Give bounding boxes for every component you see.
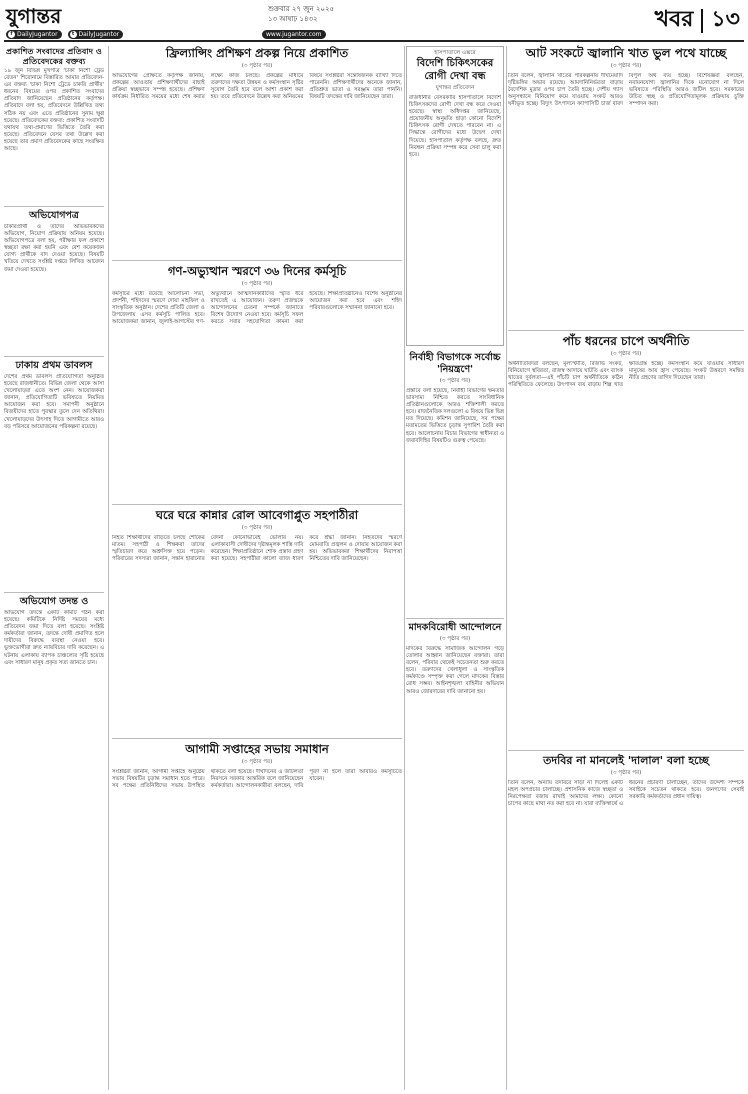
continued-note: (৩ পৃষ্ঠার পর)	[241, 281, 273, 287]
divider	[4, 206, 104, 207]
headline: প্রকাশিত সংবাদের প্রতিবাদ ও প্রতিবেদকের বক্তব্য	[6, 46, 102, 66]
article-protest	[4, 46, 104, 164]
facebook-icon: f	[8, 31, 15, 38]
headline: অভিযোগ তদন্ত ও	[19, 596, 89, 607]
headline: নির্বাহী বিভাগকে সর্বোচ্চ 'নিয়ন্ত্রণে'	[409, 352, 501, 375]
page-number: ১৩	[711, 6, 740, 32]
article-investigation	[4, 596, 104, 1090]
article-mourning	[112, 508, 402, 734]
divider	[4, 356, 104, 357]
divider	[508, 750, 744, 751]
article-economy	[508, 334, 744, 746]
column-rule	[506, 46, 507, 1090]
article-executive	[406, 352, 504, 614]
headline: আট সংকটে জ্বালানি খাত ভুল পথে যাচ্ছে	[525, 46, 727, 60]
article-body: অভিযোগ তদন্তে একটি কমিটি গঠন করা হয়েছে। কমিটিকে নির্দিষ্ট সময়ের মধ্যে প্রতিবেদন জমা দিতে বলা হয়েছে। সংশ্লিষ্ট কর্মকর্তারা জানান, তদন্তে দোষী প্রমাণিত হলে দায়ীদের বিরুদ্ধে ব্যবস্থা নেওয়া হবে। ভুক্তভোগীরা দ্রুত ন্যায়বিচার দাবি করেছেন। এ ঘটনায় এলাকায় ব্যাপক চাঞ্চল্যের সৃষ্টি হয়েছে এবং সাধারণ মানুষ প্রকৃত সত্য জানতে চান।	[4, 610, 104, 666]
article-body: রাজধানীর বেসরকারি হাসপাতালে বিদেশি চিকিৎসকদের রোগী দেখা বন্ধ করে দেওয়া হয়েছে। স্বাস্থ্য অধিদপ্তর জানিয়েছে, প্রয়োজনীয় অনুমতি ছাড়া কোনো বিদেশি চিকিৎসক রোগী দেখতে পারবেন না। এ সিদ্ধান্তে রোগীদের মধ্যে উদ্বেগ দেখা দিয়েছে। হাসপাতাল কর্তৃপক্ষ বলছে, দ্রুত নিবন্ধন প্রক্রিয়া সম্পন্ন করে সেবা চালু করা হবে।	[409, 95, 501, 158]
continued-note: (৩ পৃষ্ঠার পর)	[241, 759, 273, 765]
section-divider	[701, 9, 703, 33]
column-rule	[404, 46, 405, 1090]
headline: ফ্রিল্যান্সিং প্রশিক্ষণ প্রকল্প নিয়ে প্রকাশিত	[165, 46, 349, 60]
divider	[508, 330, 744, 331]
divider	[112, 738, 402, 739]
facebook-handle: DailyJugantor	[17, 31, 58, 38]
article-chargesheet	[4, 210, 104, 350]
article-doubles	[4, 360, 104, 586]
article-body: তিনি বলেন, জ্বালানি খাতের পরিকল্পনায় দীর্ঘমেয়াদি দৃষ্টিভঙ্গির অভাব রয়েছে। আমদানিনির্ভরতা বাড়ায় বৈদেশিক মুদ্রার ওপর চাপ তৈরি হচ্ছে। দেশীয় গ্যাস অনুসন্ধানে বিনিয়োগ কমে যাওয়ায় সংকট আরও ঘনীভূত হচ্ছে। বিদ্যুৎ উৎপাদনে ক্যাপাসিটি চার্জ বাবদ বিপুল অর্থ ব্যয় হচ্ছে। বিশেষজ্ঞরা বলছেন, নবায়নযোগ্য জ্বালানির দিকে মনোযোগ না দিলে ভবিষ্যতে পরিস্থিতি আরও জটিল হবে। সরকারের উচিত স্বচ্ছ ও প্রতিযোগিতামূলক প্রক্রিয়ায় চুক্তি সম্পাদন করা।	[508, 73, 744, 108]
website-link[interactable]: www.jugantor.com	[262, 30, 326, 39]
headline: ঢাকায় প্রথম ডাবলস	[15, 360, 93, 371]
article-body: সংশ্লিষ্টরা জানান, আগামী সপ্তাহে অনুষ্ঠেয় সভায় বিষয়টির চূড়ান্ত সমাধান হতে পারে। সব পক্ষের প্রতিনিধিদের সভায় উপস্থিত থাকতে বলা হয়েছে। দীর্ঘদিনের এ জটিলতা নিরসনে সরকার আন্তরিক বলে জানিয়েছেন কর্মকর্তারা। আন্দোলনকারীরা বলছেন, দাবি পূরণ না হলে তারা আবারও কর্মসূচিতে যাবেন।	[112, 769, 402, 790]
twitter-handle: DailyJugantor	[78, 31, 120, 38]
article-rally	[112, 264, 402, 500]
article-fuel	[508, 46, 744, 326]
kicker: হাসপাতালে এক্সরে	[434, 50, 476, 56]
article-body: অভিযোগের প্রেক্ষিতে কর্তৃপক্ষ জানায়, প্রকল্পের আওতায় প্রশিক্ষণার্থীদের বাছাই প্রক্রিয়া স্বচ্ছভাবে সম্পন্ন হয়েছে। প্রশিক্ষণ কার্যক্রম নির্ধারিত সময়ের মধ্যে শেষ করার লক্ষ্যে কাজ চলছে। প্রকল্পের মাধ্যমে তরুণদের দক্ষতা উন্নয়ন ও কর্মসংস্থান সৃষ্টির সুযোগ তৈরি হবে বলে আশা প্রকাশ করা হয়। তবে প্রতিবেদনে উল্লেখ করা অনিয়মের বিষয়ে সংশ্লিষ্টরা সন্তোষজনক ব্যাখ্যা দিতে পারেননি। প্রশিক্ষণার্থীদের অনেকে জানান, প্রতিশ্রুত ভাতা ও সরঞ্জাম তারা পাননি। বিষয়টি তদন্তের দাবি জানিয়েছেন তারা।	[112, 73, 402, 101]
article-body: দেশের প্রথম ডাবলস প্রতিযোগিতা অনুষ্ঠিত হয়েছে রাজধানীতে। বিভিন্ন জেলা থেকে আসা খেলোয়াড়রা এতে অংশ নেন। আয়োজকরা জানান, প্রতিযোগিতাটি ভবিষ্যতে নিয়মিত আয়োজন করা হবে। সমাপনী অনুষ্ঠানে বিজয়ীদের হাতে পুরস্কার তুলে দেন অতিথিরা। খেলোয়াড়দের উৎসাহ দিতে আগামীতে আরও বড় পরিসরে আয়োজনের পরিকল্পনা রয়েছে।	[4, 374, 104, 430]
article-meeting	[112, 742, 402, 1090]
date-block	[268, 4, 334, 24]
article-body: নিহত শিক্ষার্থীদের বাড়িতে চলছে শোকের মাতম। সহপাঠী ও শিক্ষকরা তাদের স্মৃতিচারণ করে অশ্রুসিক্ত হয়ে পড়েন। পরিবারের সদস্যরা জানান, সন্তান হারানোর বেদনা কোনোভাবেই ভোলার নয়। এলাকাবাসী দোষীদের দৃষ্টান্তমূলক শাস্তি দাবি করেছেন। শিক্ষাপ্রতিষ্ঠানে শোক প্রস্তাব গ্রহণ করা হয়েছে। সহপাঠীরা কালো ব্যাজ ধারণ করে শ্রদ্ধা জানান। নিহতদের স্মরণে মোমবাতি প্রজ্বলন ও দোয়ার আয়োজন করা হয়। অভিভাবকরা শিক্ষার্থীদের নিরাপত্তা নিশ্চিতের দাবি জানিয়েছেন।	[112, 535, 402, 563]
date-gregorian: শুক্রবার ২৭ জুন ২০২৫	[268, 5, 335, 13]
byline: যুগান্তর প্রতিবেদন	[435, 85, 475, 91]
article-dalal	[508, 754, 744, 1090]
article-body: কর্মসূচির মধ্যে রয়েছে আলোচনা সভা, প্রদর্শনী, শহিদদের স্মরণে দোয়া মাহফিল ও সাংস্কৃতিক অনুষ্ঠান। দেশের প্রতিটি জেলা ও উপজেলায় এসব কর্মসূচি পালিত হবে। আয়োজকরা জানান, জুলাই-আগস্টের গণ-অভ্যুত্থানে আত্মদানকারীদের স্মৃতি ধরে রাখতেই এ আয়োজন। তরুণ প্রজন্মকে আন্দোলনের চেতনা সম্পর্কে জানাতে বিশেষ উদ্যোগ নেওয়া হবে। কর্মসূচি সফল করতে সবার সহযোগিতা কামনা করা হয়েছে। শিক্ষাপ্রতিষ্ঠানেও বিশেষ অনুষ্ঠানের আয়োজন করা হবে এবং শহিদ পরিবারগুলোকে সম্মাননা জানানো হবে।	[112, 291, 402, 326]
social-links	[6, 30, 123, 39]
article-body: তিনি বলেন, অন্যায় তদবিরে সাড়া না দিলেই একটি মহল অপপ্রচার চালাচ্ছে। প্রশাসনিক কাজে স্বচ্ছতা ও নিরপেক্ষতা বজায় রাখাই আমাদের লক্ষ্য। কোনো চাপের কাছে মাথা নত করা হবে না। যারা ব্যক্তিস্বার্থে এ ধরনের প্রচারণা চালাচ্ছেন, তাদের উদ্দেশ্য সম্পর্কে সবাইকে সচেতন থাকতে হবে। জনগণের সেবাই সরকারি কর্মকর্তাদের প্রধান দায়িত্ব।	[508, 780, 744, 808]
article-body: ১৯ জুন বিভিন্ন মুখপাত্র 'চাকা নিশো ট্রেড বেতন' শিরোনামে বিস্তারিত আমার প্রতিবেদন-এর বক্তব্য 'চাকা নিশো ট্রেডে চাকরি প্রার্থীর' ধরনের বিষয়ের ওপর প্রকাশিত সংবাদের প্রতিবাদ জানিয়েছেন প্রতিষ্ঠানের কর্তৃপক্ষ। প্রতিবাদে বলা হয়, প্রতিবেদনে উল্লিখিত তথ্য সঠিক নয় এবং এতে প্রতিষ্ঠানের সুনাম ক্ষুণ্ণ হয়েছে। প্রতিবেদকের বক্তব্য: প্রকাশিত সংবাদটি যথাযথ তথ্য-প্রমাণের ভিত্তিতে তৈরি করা হয়েছে। প্রতিবেদনে যেসব তথ্য উল্লেখ করা হয়েছে তার প্রমাণ প্রতিবেদকের কাছে সংরক্ষিত আছে।	[4, 68, 104, 153]
article-anti-drug	[406, 622, 504, 1090]
headline: ঘরে ঘরে কান্নার রোল আবেগাপ্লুত সহপাঠীরা	[155, 508, 359, 522]
column-rule	[108, 46, 109, 1090]
headline: অভিযোগপত্র	[29, 210, 79, 221]
continued-note: (৩ পৃষ্ঠার পর)	[610, 63, 642, 69]
article-body: চাকরিপ্রার্থী ও তাদের অভিভাবকদের অভিযোগ, নিয়োগ প্রক্রিয়ায় অনিয়ম হয়েছে। অভিযোগপত্রে বলা হয়, পরীক্ষার ফল প্রকাশে স্বচ্ছতা রক্ষা করা হয়নি এবং বেশ কয়েকজন যোগ্য প্রার্থীকে বাদ দেওয়া হয়েছে। বিষয়টি খতিয়ে দেখতে সংশ্লিষ্ট দপ্তরে লিখিত আবেদন জমা দেওয়া হয়েছে।	[4, 224, 104, 273]
newspaper-logo: যুগান্তর	[6, 4, 62, 28]
twitter-link[interactable]	[68, 30, 124, 39]
headline: তদবির না মানলেই 'দালাল' বলা হচ্ছে	[543, 754, 709, 767]
article-freelance	[112, 46, 402, 256]
twitter-icon: t	[70, 31, 77, 38]
header-rule	[4, 40, 744, 42]
article-body: মাদকের বিরুদ্ধে সামাজিক আন্দোলন গড়ে তোলার আহ্বান জানিয়েছেন বক্তারা। তারা বলেন, পরিবার থেকেই সচেতনতা শুরু করতে হবে। তরুণদের খেলাধুলা ও সাংস্কৃতিক কর্মকাণ্ডে সম্পৃক্ত করা গেলে মাদকের বিস্তার রোধ সম্ভব। আইনশৃঙ্খলা বাহিনীর অভিযান আরও জোরদারের দাবি জানানো হয়।	[406, 646, 504, 695]
headline: পাঁচ ধরনের চাপে অর্থনীতি	[562, 334, 690, 348]
continued-note: (৩ পৃষ্ঠার পর)	[439, 378, 471, 384]
date-bangla: ১৩ আষাঢ় ১৪৩২	[268, 15, 318, 23]
divider	[406, 618, 504, 619]
continued-note: (৩ পৃষ্ঠার পর)	[439, 636, 471, 642]
headline: মাদকবিরোধী আন্দোলনে	[408, 622, 502, 633]
continued-note: (৩ পৃষ্ঠার পর)	[610, 351, 642, 357]
divider	[112, 504, 402, 505]
continued-note: (৩ পৃষ্ঠার পর)	[610, 770, 642, 776]
headline: গণ-অভ্যুত্থান স্মরণে ৩৬ দিনের কর্মসূচি	[167, 264, 347, 278]
article-body: অর্থনীতিবিদরা বলছেন, মূল্যস্ফীতি, রিজার্ভ সংকট, বিনিয়োগে স্থবিরতা, রাজস্ব আদায়ে ঘাটতি এবং ব্যাংক খাতের দুর্বলতা—এই পাঁচটি চাপ অর্থনীতিকে কঠিন পরিস্থিতিতে ফেলেছে। উৎপাদন ব্যয় বাড়ায় শিল্প খাত ক্ষতিগ্রস্ত হচ্ছে। কর্মসংস্থান কমে যাওয়ায় সাধারণ মানুষের আয় হ্রাস পেয়েছে। সংকট উত্তরণে সমন্বিত নীতি গ্রহণের তাগিদ দিয়েছেন তারা।	[508, 361, 744, 389]
section-name: খবর	[654, 6, 694, 32]
divider	[4, 592, 104, 593]
headline: আগামী সপ্তাহের সভায় সমাধান	[185, 742, 329, 756]
article-body: প্রস্তাবে বলা হয়েছে, নির্বাহী বিভাগের ক্ষমতার ভারসাম্য নিশ্চিত করতে সাংবিধানিক প্রতিষ্ঠানগুলোকে আরও শক্তিশালী করতে হবে। রাজনৈতিক দলগুলো এ বিষয়ে ভিন্ন ভিন্ন মত দিয়েছে। কমিশন জানিয়েছে, সব পক্ষের মতামতের ভিত্তিতে চূড়ান্ত সুপারিশ তৈরি করা হবে। আলোচনায় বিচার বিভাগের স্বাধীনতা ও জবাবদিহির বিষয়টিও গুরুত্ব পেয়েছে।	[406, 388, 504, 444]
continued-note: (৩ পৃষ্ঠার পর)	[241, 63, 273, 69]
section-label	[655, 2, 740, 39]
headline: বিদেশি চিকিৎসকের রোগী দেখা বন্ধ	[416, 58, 494, 82]
article-hospital	[406, 46, 504, 346]
facebook-link[interactable]	[6, 30, 62, 39]
continued-note: (৩ পৃষ্ঠার পর)	[241, 525, 273, 531]
divider	[112, 260, 402, 261]
